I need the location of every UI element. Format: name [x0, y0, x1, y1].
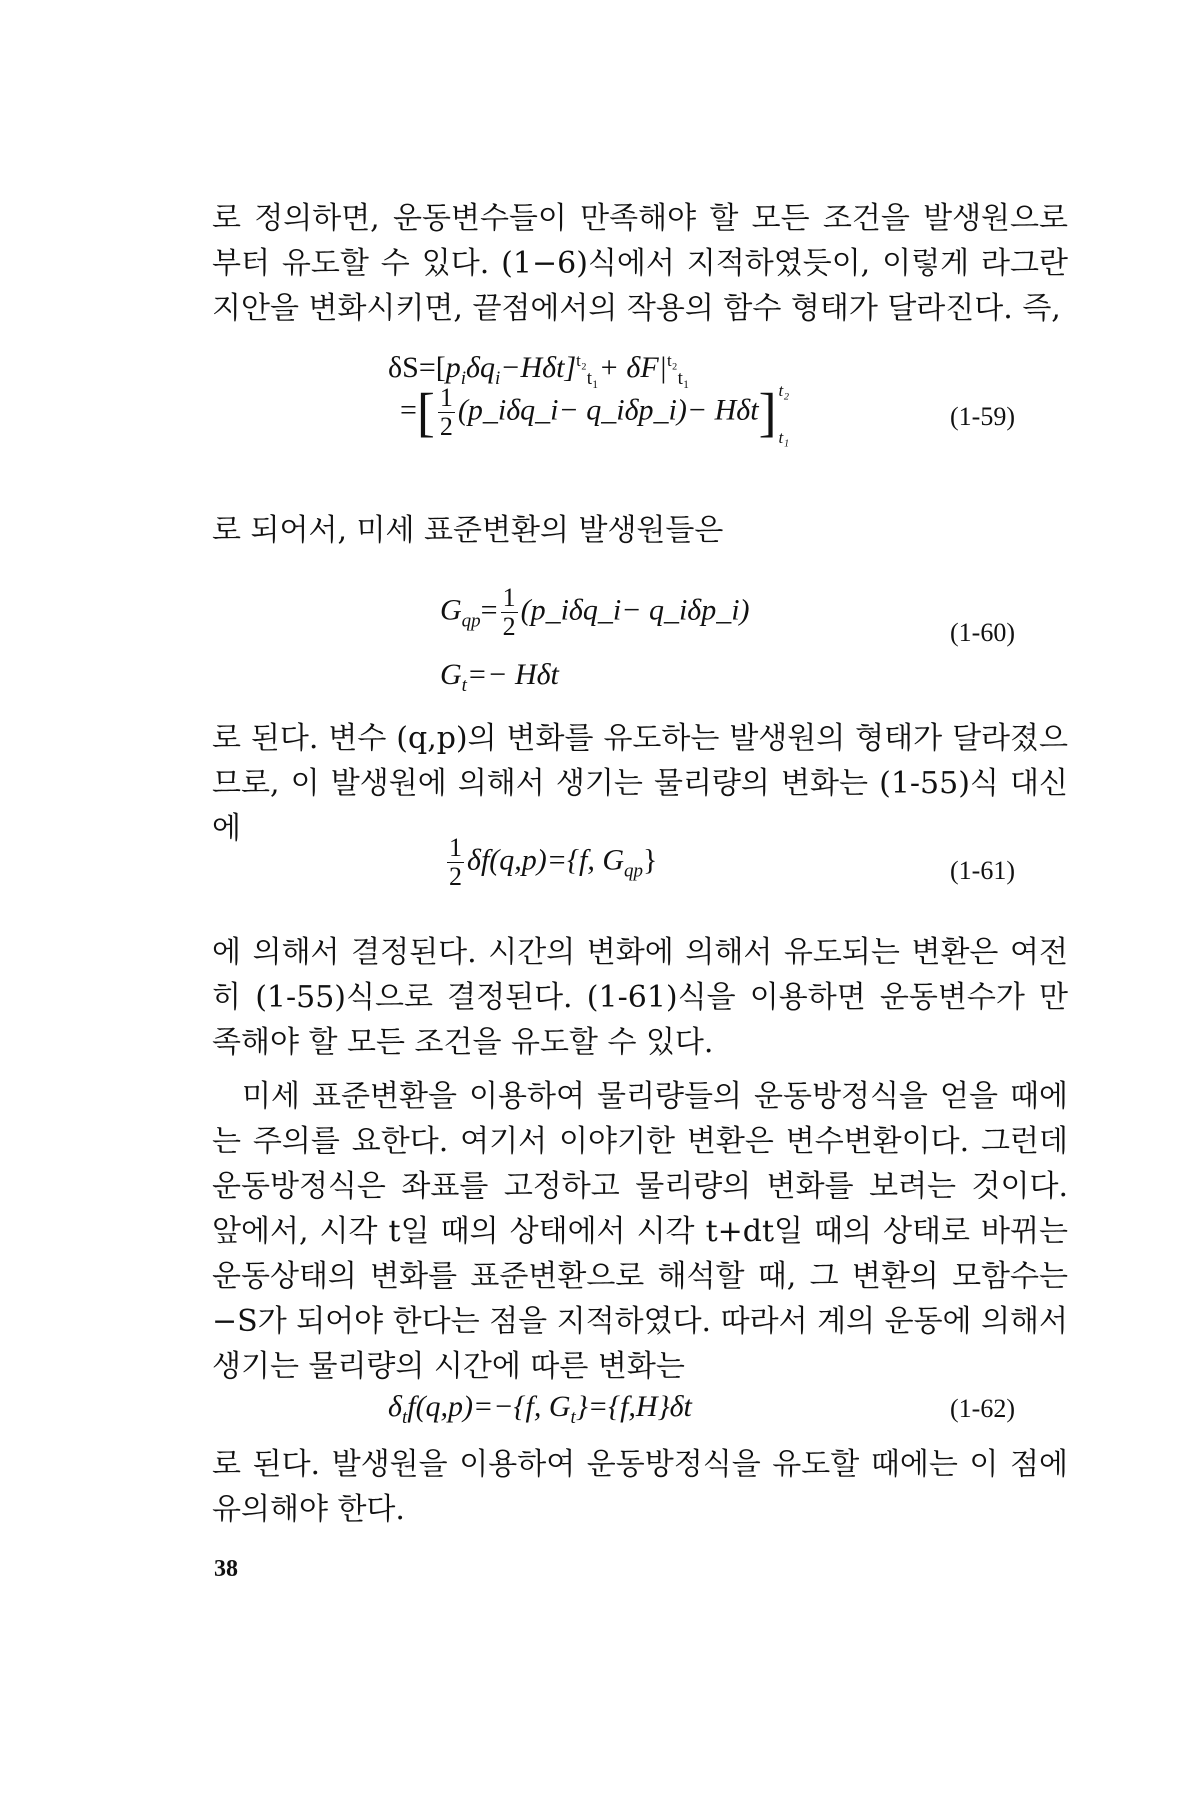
equation-1-60-gqp: $G_{qp}=$ $\frac{1}{2}$ (p_iδq_i− q_iδp_i) [440, 583, 750, 641]
equation-number-1-62: (1-62) [950, 1394, 1015, 1423]
fraction-half: $\frac{1}{2}$ [449, 833, 462, 891]
equation-1-59-line-2: =[ $\frac{1}{2}$ (p_iδq_i− q_iδp_i)− Hδt] t₂ t₁ [400, 380, 790, 447]
paragraph-3: 로 된다. 변수 (q,p)의 변화를 유도하는 발생원의 형태가 달라졌으므로, 이 발생원에 의해서 생기는 물리량의 변화는 (1-55)식 대신에 [212, 721, 1068, 846]
fraction-half: $\frac{1}{2}$ [439, 383, 453, 441]
equation-number-1-60: (1-60) [950, 618, 1015, 647]
paragraph-1: 로 정의하면, 운동변수들이 만족해야 할 모든 조건을 발생원으로부터 유도할 수 있다. (1−6)식에서 지적하였듯이, 이렇게 라그란지안을 변화시키면, 끝점에서의 작용의 함수 형태가 달라진다. 즉, [212, 201, 1068, 326]
paragraph-2: 로 되어서, 미세 표준변환의 발생원들은 [212, 513, 724, 548]
fraction-half: $\frac{1}{2}$ [502, 583, 516, 641]
equation-number-1-59: (1-59) [950, 402, 1015, 431]
paragraph-5: 미세 표준변환을 이용하여 물리량들의 운동방정식을 얻을 때에는 주의를 요한다. 여기서 이야기한 변환은 변수변환이다. 그런데 운동방정식은 좌표를 고정하고 물리량의 변화를 보려는 것이다. 앞에서, 시각 t일 때의 상태에서 시각 t+dt일 때의 상태로 바뀌는 운동상태의 변화를 표준변환으로 해석할 때, 그 변환의 모함수는 −S가 되어야 한다는 점을 지적하였다. 따라서 계의 운동에 의해서 생기는 물리량의 시간에 따른 변화는 [212, 1079, 1069, 1384]
equation-number-1-61: (1-61) [950, 856, 1015, 885]
equation-1-62: $\delta_tf(q,p)=-\{f$, $G_t\}=\{f,H\}\delta t$ [388, 1390, 692, 1428]
equation-1-60-gt: $G_t=- H\delta t$ [440, 658, 559, 696]
equation-1-61: $\frac{1}{2}$ δf(q,p)={f, $G_{qp}$} [449, 833, 658, 891]
page-number: 38 [214, 1556, 238, 1582]
paragraph-6: 로 된다. 발생원을 이용하여 운동방정식을 유도할 때에는 이 점에 유의해야 한다. [212, 1447, 1068, 1527]
equation-1-59-line-1: $\delta S=[p_i\delta q_i-H\delta t]^{t_2}_{t_1}+ \delta F|^{t_2}_{t_1}$ [388, 351, 690, 389]
paragraph-4: 에 의해서 결정된다. 시간의 변화에 의해서 유도되는 변환은 여전히 (1-55)식으로 결정된다. (1-61)식을 이용하면 운동변수가 만족해야 할 모든 조건을 유도할 수 있다. [212, 935, 1068, 1060]
